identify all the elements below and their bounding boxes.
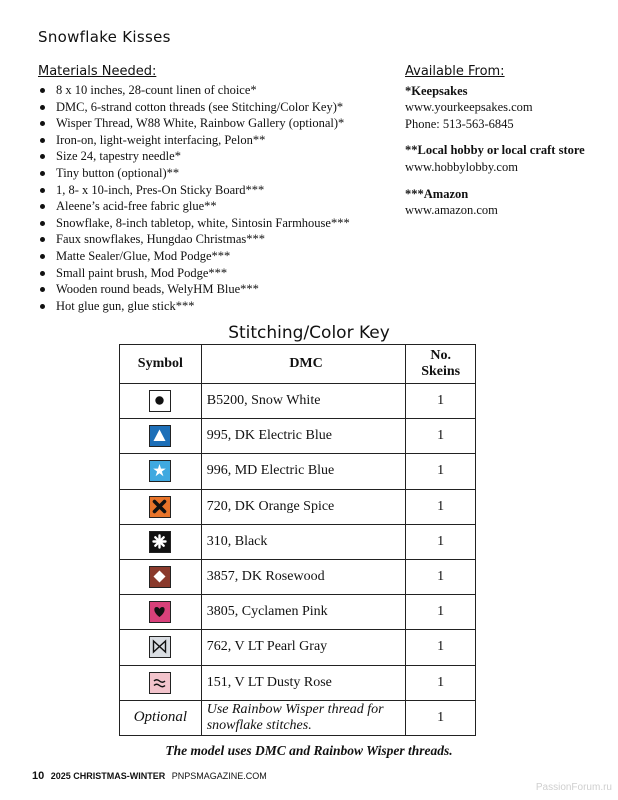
white-star-icon (149, 460, 171, 482)
white-diamond-icon (149, 566, 171, 588)
header-skeins (406, 345, 476, 384)
symbol-cell (120, 454, 202, 489)
dmc-cell: 310, Black (201, 524, 406, 559)
footnote: The model uses DMC and Rainbow Wisper threads. (165, 743, 453, 758)
black-x-icon (149, 496, 171, 518)
color-key-title: Stitching/Color Key (228, 323, 390, 343)
list-item: Tiny button (optional)** (38, 165, 398, 182)
list-item: 1, 8- x 10-inch, Pres-On Sticky Board*** (38, 182, 398, 199)
issue-label: 2025 CHRISTMAS-WINTER (50, 771, 166, 781)
symbol-cell (120, 595, 202, 630)
dmc-cell: 762, V LT Pearl Gray (201, 630, 406, 665)
dmc-cell: 3857, DK Rosewood (201, 559, 406, 594)
symbol-cell (120, 665, 202, 700)
list-item: 8 x 10 inches, 28-count linen of choice* (38, 82, 398, 99)
dmc-cell: 996, MD Electric Blue (201, 454, 406, 489)
skeins-cell: 1 (406, 559, 476, 594)
table-row (120, 419, 476, 454)
site-label: PNPSMAGAZINE.COM (171, 771, 267, 781)
table-row (120, 630, 476, 665)
page-number: 10 (32, 770, 45, 782)
table-row (120, 384, 476, 419)
optional-label: Optional (120, 700, 202, 735)
table-row (120, 665, 476, 700)
table-row (120, 489, 476, 524)
hobby-name: **Local hobby or local craft store (405, 143, 585, 158)
amazon-url[interactable]: www.amazon.com (405, 203, 498, 218)
list-item: Iron-on, light-weight interfacing, Pelon** (38, 132, 398, 149)
header-dmc: DMC (201, 345, 406, 384)
table-row (120, 454, 476, 489)
table-header-row (120, 345, 476, 384)
list-item: Snowflake, 8-inch tabletop, white, Sintosin Farmhouse*** (38, 215, 398, 232)
dmc-cell: B5200, Snow White (201, 384, 406, 419)
watermark: PassionForum.ru (535, 782, 612, 793)
symbol-cell (120, 524, 202, 559)
list-item: Wisper Thread, W88 White, Rainbow Gallery (optional)* (38, 115, 398, 132)
dmc-cell: 151, V LT Dusty Rose (201, 665, 406, 700)
symbol-cell (120, 630, 202, 665)
list-item: Small paint brush, Mod Podge*** (38, 265, 398, 282)
skeins-cell: 1 (406, 454, 476, 489)
skeins-cell: 1 (406, 665, 476, 700)
materials-heading: Materials Needed: (38, 64, 157, 79)
dmc-cell: 720, DK Orange Spice (201, 489, 406, 524)
dmc-cell: 995, DK Electric Blue (201, 419, 406, 454)
table-row (120, 595, 476, 630)
symbol-cell (120, 559, 202, 594)
skeins-cell: 1 (406, 489, 476, 524)
optional-skeins: 1 (406, 700, 476, 735)
header-symbol: Symbol (120, 345, 202, 384)
skeins-cell: 1 (406, 630, 476, 665)
amazon-name: ***Amazon (405, 186, 469, 201)
available-from-section (405, 64, 605, 219)
list-item: DMC, 6-strand cotton threads (see Stitching/Color Key)* (38, 99, 398, 116)
materials-list (38, 82, 398, 314)
symbol-cell (120, 384, 202, 419)
header-skeins-line2: Skeins (421, 364, 461, 379)
symbol-cell (120, 419, 202, 454)
page-footer (32, 770, 267, 782)
skeins-cell: 1 (406, 384, 476, 419)
list-item: Aleene’s acid-free fabric glue** (38, 198, 398, 215)
skeins-cell: 1 (406, 419, 476, 454)
keepsakes-phone: Phone: 513-563-6845 (405, 116, 514, 131)
skeins-cell: 1 (406, 595, 476, 630)
white-triangle-icon (149, 425, 171, 447)
table-row (120, 524, 476, 559)
keepsakes-url[interactable]: www.yourkeepsakes.com (405, 100, 533, 115)
list-item: Size 24, tapestry needle* (38, 148, 398, 165)
white-snowflake-icon (149, 531, 171, 553)
dmc-cell: 3805, Cyclamen Pink (201, 595, 406, 630)
table-row-optional (120, 700, 476, 735)
table-row (120, 559, 476, 594)
keepsakes-name: *Keepsakes (405, 83, 468, 98)
header-skeins-line1: No. (430, 348, 451, 363)
wave-icon (149, 672, 171, 694)
available-heading: Available From: (405, 64, 505, 79)
symbol-cell (120, 489, 202, 524)
skeins-cell: 1 (406, 524, 476, 559)
bowtie-x-icon (149, 636, 171, 658)
list-item: Matte Sealer/Glue, Mod Podge*** (38, 248, 398, 265)
color-key-table (119, 344, 476, 736)
hobby-url[interactable]: www.hobbylobby.com (405, 159, 518, 174)
page-title: Snowflake Kisses (38, 28, 171, 46)
black-dot-icon (149, 390, 171, 412)
black-heart-icon (149, 601, 171, 623)
optional-text: Use Rainbow Wisper thread for snowflake stitches. (201, 700, 406, 735)
list-item: Faux snowflakes, Hungdao Christmas*** (38, 231, 398, 248)
list-item: Wooden round beads, WelyHM Blue*** (38, 281, 398, 298)
list-item: Hot glue gun, glue stick*** (38, 298, 398, 315)
